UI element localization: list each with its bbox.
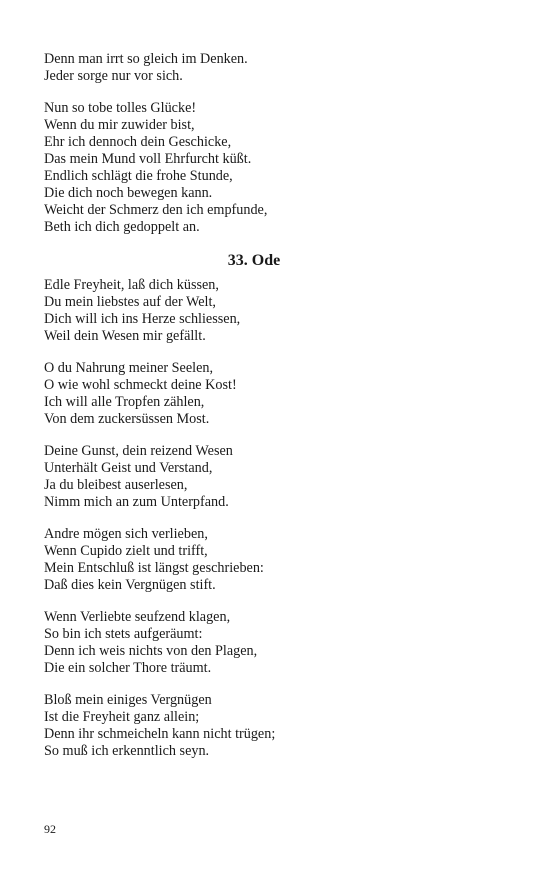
verse-line: Wenn du mir zuwider bist, [44,117,195,133]
verse-line: Ehr ich dennoch dein Geschicke, [44,134,232,150]
verse-line: Jeder sorge nur vor sich. [44,68,183,84]
verse-line: O wie wohl schmeckt deine Kost! [44,377,237,393]
verse-line: Ich will alle Tropfen zählen, [44,394,205,410]
verse-line: Weil dein Wesen mir gefällt. [44,328,206,344]
stanza [44,100,504,236]
verse-line: So muß ich erkenntlich seyn. [44,743,210,759]
verse-line: Unterhält Geist und Verstand, [44,460,213,476]
stanza [44,443,504,511]
verse-line: Weicht der Schmerz den ich empfunde, [44,202,268,218]
stanza [44,526,504,594]
verse-line: Bloß mein einiges Vergnügen [44,692,212,708]
verse-line: Ist die Freyheit ganz allein; [44,709,200,725]
verse-line: Die dich noch bewegen kann. [44,185,213,201]
poem-body [44,277,504,760]
verse-line: Beth ich dich gedoppelt an. [44,219,200,235]
stanza [44,51,504,85]
stanza [44,609,504,677]
verse-line: Ja du bleibest auserlesen, [44,477,188,493]
verse-line: Das mein Mund voll Ehrfurcht küßt. [44,151,252,167]
verse-line: Wenn Cupido zielt und trifft, [44,543,208,559]
stanza [44,360,504,428]
verse-line: Denn man irrt so gleich im Denken. [44,51,248,67]
verse-line: O du Nahrung meiner Seelen, [44,360,214,376]
verse-line: Wenn Verliebte seufzend klagen, [44,609,231,625]
verse-line: Denn ihr schmeicheln kann nicht trügen; [44,726,276,742]
verse-line: Die ein solcher Thore träumt. [44,660,212,676]
verse-line: Daß dies kein Vergnügen stift. [44,577,216,593]
page-number: 92 [44,822,56,836]
verse-line: Nimm mich an zum Unterpfand. [44,494,229,510]
verse-line: Du mein liebstes auf der Welt, [44,294,216,310]
verse-line: So bin ich stets aufgeräumt: [44,626,203,642]
verse-line: Dich will ich ins Herze schliessen, [44,311,241,327]
verse-line: Nun so tobe tolles Glücke! [44,100,197,116]
verse-line: Andre mögen sich verlieben, [44,526,208,542]
stanza [44,277,504,345]
verse-line: Edle Freyheit, laß dich küssen, [44,277,219,293]
verse-line: Deine Gunst, dein reizend Wesen [44,443,233,459]
verse-line: Denn ich weis nichts von den Plagen, [44,643,258,659]
previous-poem-ending [44,51,504,236]
poem-title: 33. Ode [227,252,281,269]
verse-line: Endlich schlägt die frohe Stunde, [44,168,233,184]
page-text [44,51,504,775]
stanza [44,692,504,760]
verse-line: Von dem zuckersüssen Most. [44,411,210,427]
verse-line: Mein Entschluß ist längst geschrieben: [44,560,264,576]
